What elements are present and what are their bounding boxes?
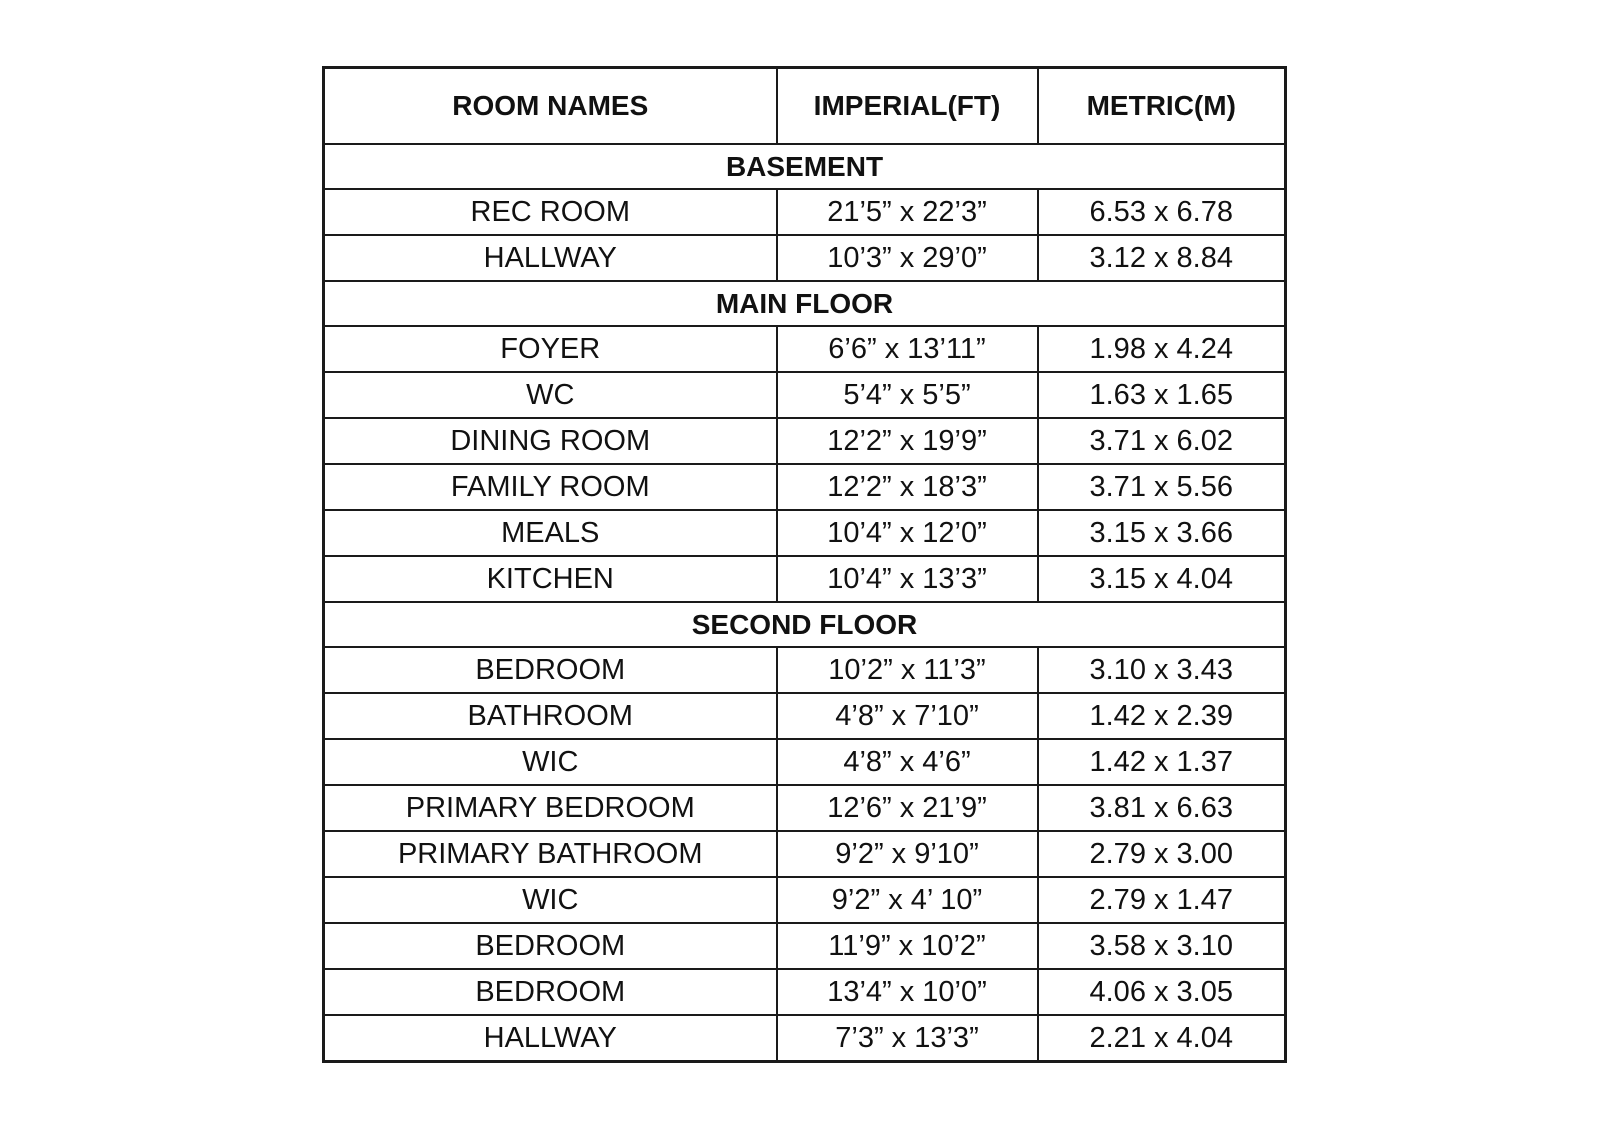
room-name-cell: WC (324, 372, 777, 418)
column-header-metric: METRIC(M) (1038, 68, 1286, 145)
section-title: MAIN FLOOR (324, 281, 1286, 326)
metric-dimension-cell: 3.81 x 6.63 (1038, 785, 1286, 831)
column-header-imperial: IMPERIAL(FT) (777, 68, 1038, 145)
imperial-dimension-cell: 12’2” x 18’3” (777, 464, 1038, 510)
room-name-cell: REC ROOM (324, 189, 777, 235)
imperial-dimension-cell: 12’2” x 19’9” (777, 418, 1038, 464)
metric-dimension-cell: 2.21 x 4.04 (1038, 1015, 1286, 1062)
table-row (324, 923, 1286, 969)
section-title: BASEMENT (324, 144, 1286, 189)
table-row (324, 556, 1286, 602)
table-row (324, 235, 1286, 281)
table-row (324, 877, 1286, 923)
imperial-dimension-cell: 10’4” x 12’0” (777, 510, 1038, 556)
room-name-cell: KITCHEN (324, 556, 777, 602)
table-row (324, 647, 1286, 693)
imperial-dimension-cell: 12’6” x 21’9” (777, 785, 1038, 831)
metric-dimension-cell: 3.71 x 6.02 (1038, 418, 1286, 464)
imperial-dimension-cell: 10’4” x 13’3” (777, 556, 1038, 602)
room-name-cell: HALLWAY (324, 1015, 777, 1062)
imperial-dimension-cell: 4’8” x 7’10” (777, 693, 1038, 739)
room-name-cell: FAMILY ROOM (324, 464, 777, 510)
table-header (324, 68, 1286, 145)
room-name-cell: FOYER (324, 326, 777, 372)
imperial-dimension-cell: 11’9” x 10’2” (777, 923, 1038, 969)
table-row (324, 969, 1286, 1015)
table-row (324, 831, 1286, 877)
imperial-dimension-cell: 6’6” x 13’11” (777, 326, 1038, 372)
imperial-dimension-cell: 21’5” x 22’3” (777, 189, 1038, 235)
room-name-cell: HALLWAY (324, 235, 777, 281)
imperial-dimension-cell: 5’4” x 5’5” (777, 372, 1038, 418)
metric-dimension-cell: 3.15 x 3.66 (1038, 510, 1286, 556)
metric-dimension-cell: 4.06 x 3.05 (1038, 969, 1286, 1015)
metric-dimension-cell: 1.98 x 4.24 (1038, 326, 1286, 372)
imperial-dimension-cell: 4’8” x 4’6” (777, 739, 1038, 785)
table-row (324, 464, 1286, 510)
section-row (324, 281, 1286, 326)
imperial-dimension-cell: 9’2” x 4’ 10” (777, 877, 1038, 923)
table-row (324, 739, 1286, 785)
table-row (324, 785, 1286, 831)
metric-dimension-cell: 1.63 x 1.65 (1038, 372, 1286, 418)
metric-dimension-cell: 2.79 x 3.00 (1038, 831, 1286, 877)
metric-dimension-cell: 3.58 x 3.10 (1038, 923, 1286, 969)
imperial-dimension-cell: 13’4” x 10’0” (777, 969, 1038, 1015)
metric-dimension-cell: 6.53 x 6.78 (1038, 189, 1286, 235)
room-name-cell: DINING ROOM (324, 418, 777, 464)
table-body (324, 144, 1286, 1062)
metric-dimension-cell: 3.15 x 4.04 (1038, 556, 1286, 602)
section-row (324, 144, 1286, 189)
room-name-cell: BEDROOM (324, 969, 777, 1015)
metric-dimension-cell: 1.42 x 2.39 (1038, 693, 1286, 739)
section-title: SECOND FLOOR (324, 602, 1286, 647)
table-row (324, 1015, 1286, 1062)
table-row (324, 326, 1286, 372)
room-name-cell: WIC (324, 877, 777, 923)
metric-dimension-cell: 3.10 x 3.43 (1038, 647, 1286, 693)
room-dimensions-table (322, 66, 1287, 1063)
table-row (324, 372, 1286, 418)
section-row (324, 602, 1286, 647)
room-name-cell: BEDROOM (324, 923, 777, 969)
metric-dimension-cell: 2.79 x 1.47 (1038, 877, 1286, 923)
metric-dimension-cell: 3.71 x 5.56 (1038, 464, 1286, 510)
room-name-cell: BEDROOM (324, 647, 777, 693)
table-row (324, 510, 1286, 556)
imperial-dimension-cell: 7’3” x 13’3” (777, 1015, 1038, 1062)
imperial-dimension-cell: 10’2” x 11’3” (777, 647, 1038, 693)
room-name-cell: PRIMARY BATHROOM (324, 831, 777, 877)
imperial-dimension-cell: 9’2” x 9’10” (777, 831, 1038, 877)
header-row (324, 68, 1286, 145)
table-row (324, 418, 1286, 464)
metric-dimension-cell: 3.12 x 8.84 (1038, 235, 1286, 281)
column-header-room-names: ROOM NAMES (324, 68, 777, 145)
table-row (324, 693, 1286, 739)
metric-dimension-cell: 1.42 x 1.37 (1038, 739, 1286, 785)
room-name-cell: MEALS (324, 510, 777, 556)
room-name-cell: WIC (324, 739, 777, 785)
room-name-cell: BATHROOM (324, 693, 777, 739)
imperial-dimension-cell: 10’3” x 29’0” (777, 235, 1038, 281)
room-name-cell: PRIMARY BEDROOM (324, 785, 777, 831)
table-row (324, 189, 1286, 235)
